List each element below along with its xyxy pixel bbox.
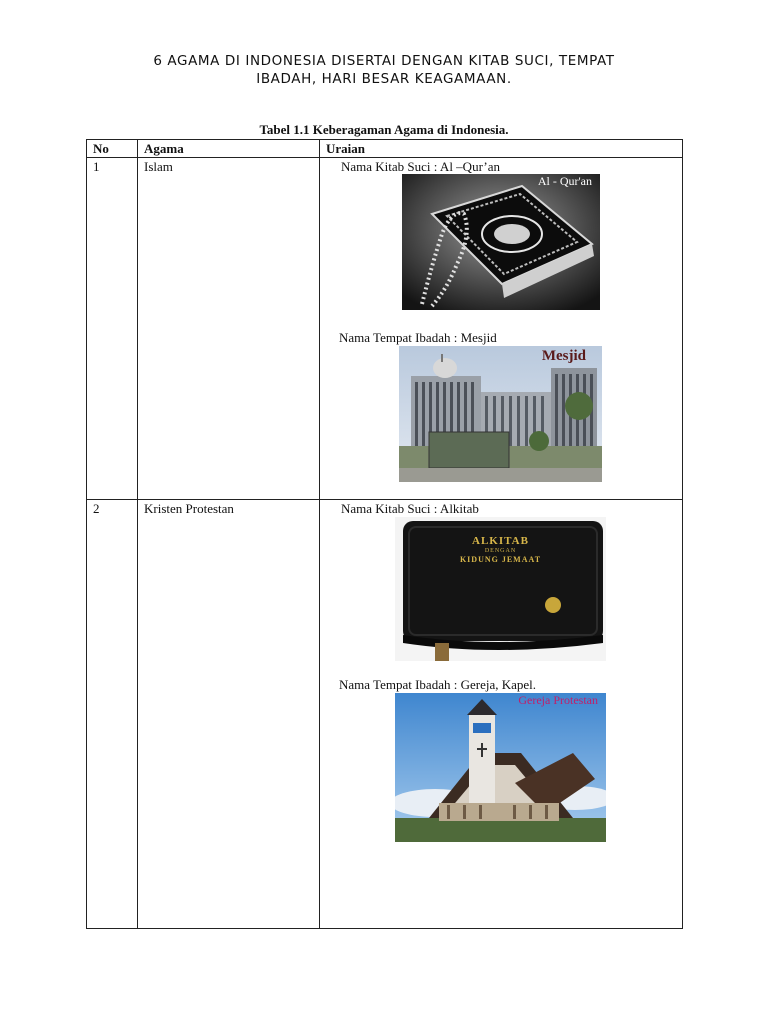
tempat-ibadah-label: Nama Tempat Ibadah : Mesjid xyxy=(339,330,497,345)
title-line-1: 6 AGAMA DI INDONESIA DISERTAI DENGAN KITAB SUCI, TEMPAT xyxy=(153,53,615,69)
row-agama: Islam xyxy=(138,158,320,500)
row-no: 2 xyxy=(87,500,138,929)
row-no: 1 xyxy=(87,158,138,500)
quran-image-caption: Al - Qur'an xyxy=(537,174,592,188)
header-no: No xyxy=(87,140,138,158)
mesjid-image-caption: Mesjid xyxy=(541,348,586,364)
document-title xyxy=(0,52,768,88)
alkitab-image xyxy=(395,517,606,661)
table-caption: Tabel 1.1 Keberagaman Agama di Indonesia. xyxy=(259,122,509,137)
row-agama: Kristen Protestan xyxy=(138,500,320,929)
religion-table xyxy=(86,139,683,929)
kitab-suci-label: Nama Kitab Suci : Al –Qur’an xyxy=(341,159,500,174)
alkitab-cover-subtitle: DENGAN xyxy=(484,548,517,554)
alkitab-cover-title: ALKITAB xyxy=(472,535,529,547)
tempat-ibadah-label: Nama Tempat Ibadah : Gereja, Kapel. xyxy=(339,677,537,692)
alkitab-cover-text: KIDUNG JEMAAT xyxy=(459,555,542,564)
table-header-row xyxy=(87,140,683,158)
table-row xyxy=(87,158,683,500)
title-line-2: IBADAH, HARI BESAR KEAGAMAAN. xyxy=(256,71,512,87)
header-uraian: Uraian xyxy=(320,140,683,158)
gereja-image-caption: Gereja Protestan xyxy=(518,693,598,707)
table-row xyxy=(87,500,683,929)
gereja-image xyxy=(395,693,606,842)
kitab-suci-label: Nama Kitab Suci : Alkitab xyxy=(341,501,479,516)
header-agama: Agama xyxy=(138,140,320,158)
row-uraian xyxy=(320,500,683,929)
row-uraian xyxy=(320,158,683,500)
mesjid-image xyxy=(399,346,602,482)
quran-image xyxy=(402,174,600,310)
